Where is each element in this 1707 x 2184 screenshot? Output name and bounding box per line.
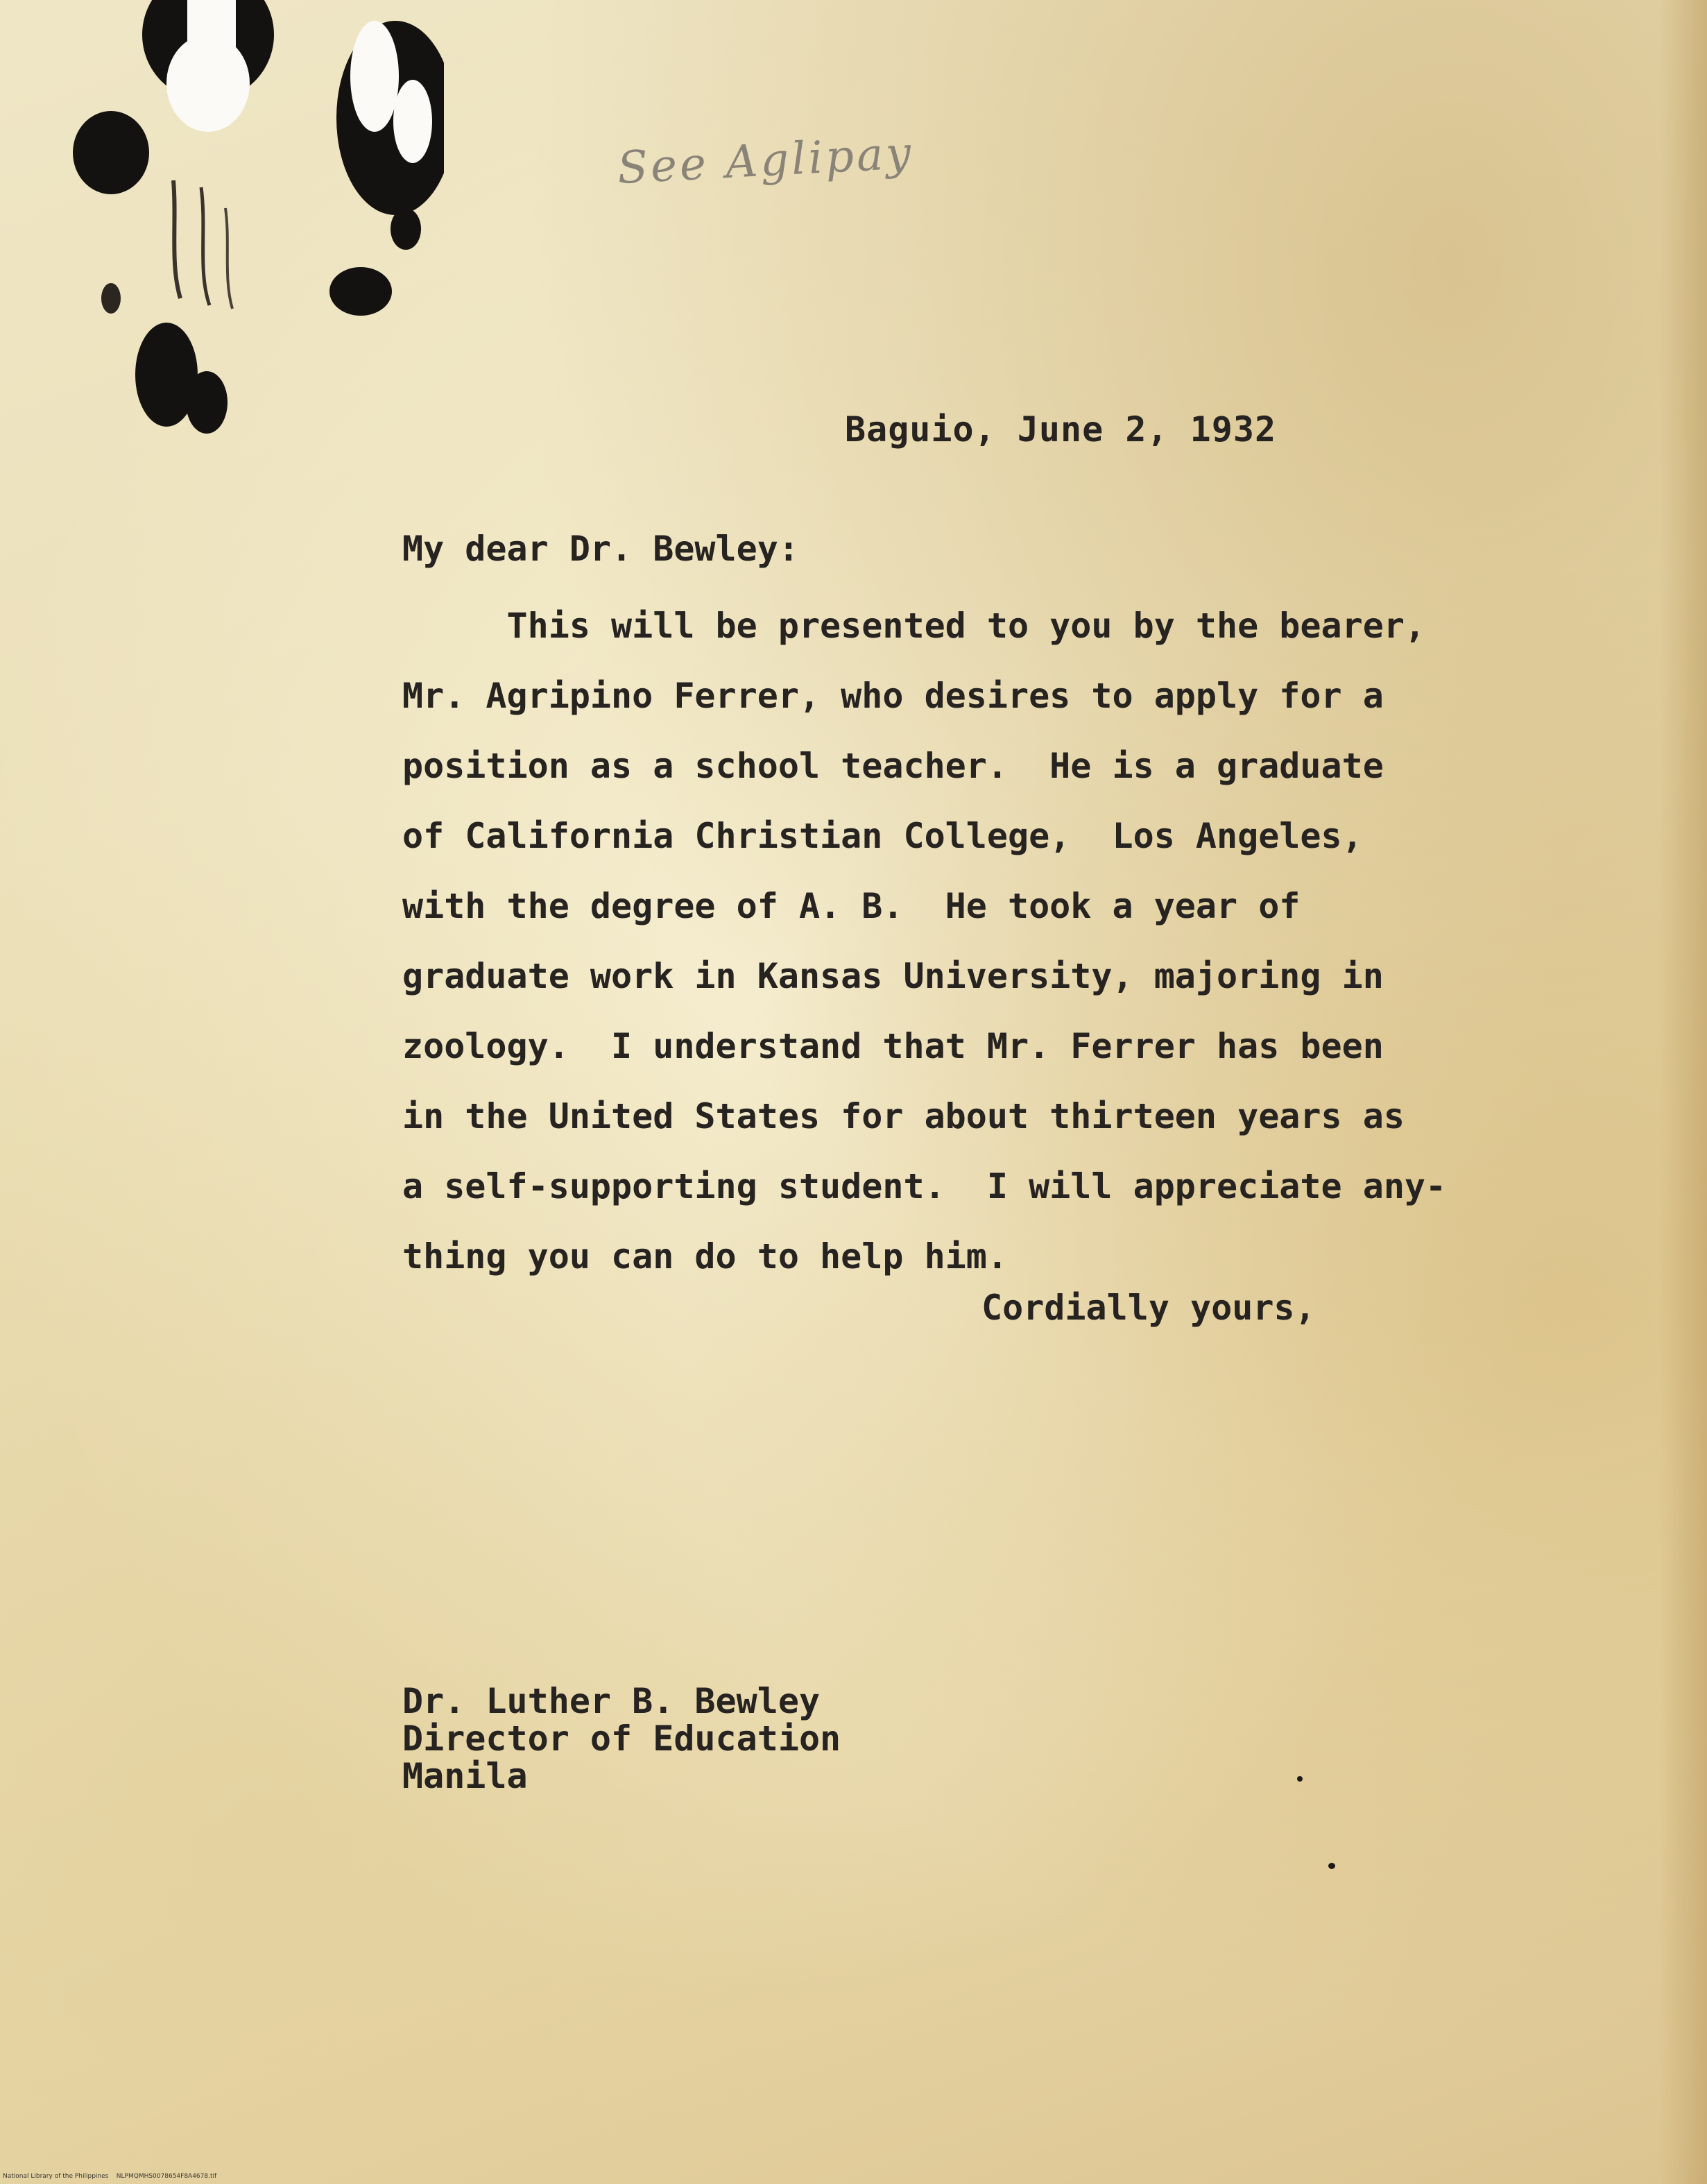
ink-speck	[1328, 1863, 1335, 1869]
body-line: zoology. I understand that Mr. Ferrer has been	[402, 1026, 1384, 1066]
body-line: thing you can do to help him.	[402, 1236, 1008, 1277]
letter-salutation: My dear Dr. Bewley:	[402, 529, 799, 569]
body-line: in the United States for about thirteen years as	[402, 1096, 1405, 1136]
body-line: of California Christian College, Los Angeles,	[402, 816, 1363, 856]
address-line-city: Manila	[402, 1756, 528, 1796]
handwritten-note: See Aglipay	[616, 127, 915, 195]
archive-footer: National Library of the Philippines NLPMQMHS0078654F8A4678.tif	[3, 2173, 217, 2180]
letter-dateline: Baguio, June 2, 1932	[845, 409, 1277, 450]
body-line: This will be presented to you by the bearer,	[402, 606, 1426, 646]
body-line: a self-supporting student. I will appreciate any-	[402, 1166, 1447, 1206]
burn-holes	[28, 0, 444, 472]
letter-closing: Cordially yours,	[981, 1288, 1316, 1328]
body-line: with the degree of A. B. He took a year of	[402, 886, 1301, 926]
body-line: Mr. Agripino Ferrer, who desires to apply for a	[402, 676, 1384, 716]
address-line-name: Dr. Luther B. Bewley	[402, 1681, 821, 1721]
address-line-title: Director of Education	[402, 1718, 841, 1759]
ink-speck	[1297, 1776, 1303, 1782]
aged-paper-edge	[1658, 0, 1707, 2184]
recipient-address	[402, 1682, 841, 1795]
letter-body	[402, 591, 1484, 1292]
body-line: position as a school teacher. He is a graduate	[402, 746, 1384, 786]
body-line: graduate work in Kansas University, majoring in	[402, 956, 1384, 996]
